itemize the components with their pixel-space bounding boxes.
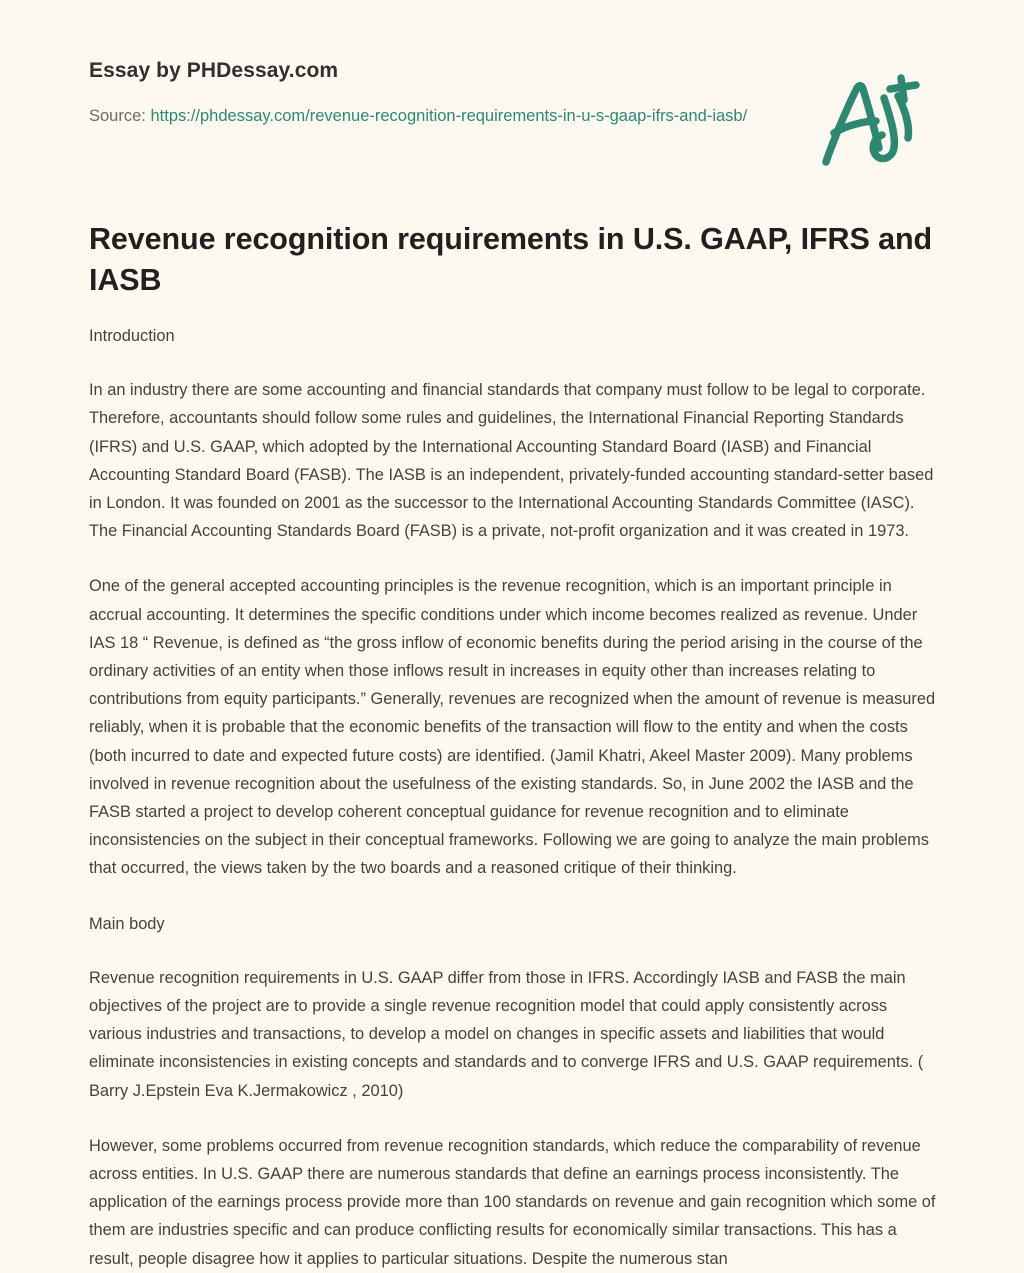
paragraph-1: In an industry there are some accounting and financial standards that company must follow to be legal to corporate. Therefore, accountants should follow some rules and guidelines, the International Financial Reporting Standards (IFRS) and U.S. GAAP, which adopted by the International Accounting Standard Board (IASB) and Financial Accounting Standard Board (FASB). The IASB is an independent, privately-funded accounting standard-setter based in London. It was founded on 2001 as the successor to the International Accounting Standards Committee (IASC). The Financial Accounting Standards Board (FASB) is a private, not-profit organization and it was created in 1973. — [89, 381, 934, 541]
a-plus-logo-icon — [812, 72, 924, 168]
brand-title: Essay by PHDessay.com — [89, 59, 339, 82]
paragraph-4-truncated: However, some problems occurred from revenue recognition standards, which reduce the comparability of revenue across entities. In U.S. GAAP there are numerous standards that define an earnings process inconsistently. The application of the earnings process provide more than 100 standards on revenue and gain recognition which some of them are industries specific and can produce conflicting results for economically similar transactions. This has a result, people disagree how it applies to particular situations. Despite the numerous stan — [89, 1136, 936, 1268]
source-label: Source: — [89, 107, 146, 126]
source-url-link[interactable]: https://phdessay.com/revenue-recognition-requirements-in-u-s-gaap-ifrs-and-iasb/ — [150, 107, 748, 126]
page-title: Revenue recognition requirements in U.S. GAAP, IFRS and IASB — [89, 222, 933, 297]
section-heading-main-body: Main body — [89, 914, 165, 933]
paragraph-3: Revenue recognition requirements in U.S. GAAP differ from those in IFRS. Accordingly IASB and FASB the main objectives of the project are to provide a single revenue recognition model that could apply consistently across various industries and transactions, to develop a model on changes in specific assets and liabilities that would eliminate inconsistencies in existing concepts and standards and to converge IFRS and U.S. GAAP requirements. ( Barry J.Epstein Eva K.Jermakowicz , 2010) — [89, 968, 924, 1100]
source-line — [89, 103, 749, 130]
article-body — [89, 322, 941, 1273]
paragraph-2: One of the general accepted accounting principles is the revenue recognition, which is an important principle in accrual accounting. It determines the specific conditions under which income becomes realized as revenue. Under IAS 18 “ Revenue, is defined as “the gross inflow of economic benefits during the period arising in the course of the ordinary activities of an entity when those inflows result in increases in equity other than increases relating to contributions from equity participants.” Generally, revenues are recognized when the amount of revenue is measured reliably, when it is probable that the economic benefits of the transaction will flow to the entity and when the costs (both incurred to date and expected future costs) are identified. (Jamil Khatri, Akeel Master 2009). Many problems involved in revenue recognition about the usefulness of the existing standards. So, in June 2002 the IASB and the FASB started a project to develop coherent conceptual guidance for revenue recognition and to eliminate inconsistencies on the subject in their conceptual frameworks. Following we are going to analyze the main problems that occurred, the views taken by the two boards and a reasoned critique of their thinking. — [89, 577, 936, 878]
section-heading-introduction: Introduction — [89, 327, 175, 345]
